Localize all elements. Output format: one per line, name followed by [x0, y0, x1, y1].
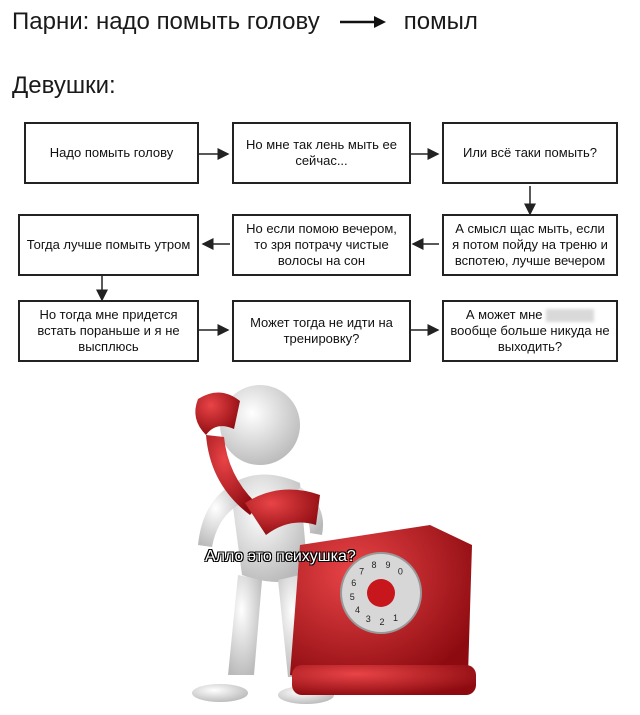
dial-digit: 7 — [359, 566, 365, 577]
dial-digit: 5 — [349, 592, 355, 602]
flow-box-9 — [442, 300, 618, 362]
dial-digit: 4 — [354, 605, 361, 615]
dial-digit: 1 — [392, 613, 399, 624]
dial-digit: 6 — [351, 578, 357, 589]
flow-box-6: Тогда лучше помыть утром — [18, 214, 199, 276]
flow-box-1: Надо помыть голову — [24, 122, 199, 184]
girls-label: Девушки: — [12, 72, 116, 99]
flow-box-3: Или всё таки помыть? — [442, 122, 618, 184]
guys-result: помыл — [403, 8, 478, 35]
last-box-start: А может мне — [465, 307, 543, 322]
flow-box-5: Но если помою вечером, то зря потрачу чистые волосы на сон — [232, 214, 411, 276]
dial-digit: 9 — [385, 559, 391, 570]
flow-box-2: Но мне так лень мыть ее сейчас... — [232, 122, 411, 184]
figure-with-telephone-illustration — [150, 375, 490, 710]
guys-prefix: Парни: надо помыть голову — [12, 8, 320, 35]
blurred-word — [546, 309, 594, 322]
last-box-end: вообще больше никуда не выходить? — [450, 323, 610, 354]
caption-text: Алло это психушка? — [205, 548, 356, 565]
dial-digit: 8 — [371, 559, 377, 570]
dial-digit: 3 — [365, 614, 371, 625]
dial-digit: 0 — [397, 566, 403, 577]
flow-box-7: Но тогда мне придется встать пораньше и я не высплюсь — [18, 300, 199, 362]
flow-box-4: А смысл щас мыть, если я потом пойду на треню и вспотею, лучше вечером — [442, 214, 618, 276]
dial-digit: 2 — [379, 617, 385, 627]
flow-box-8: Может тогда не идти на тренировку? — [232, 300, 411, 362]
